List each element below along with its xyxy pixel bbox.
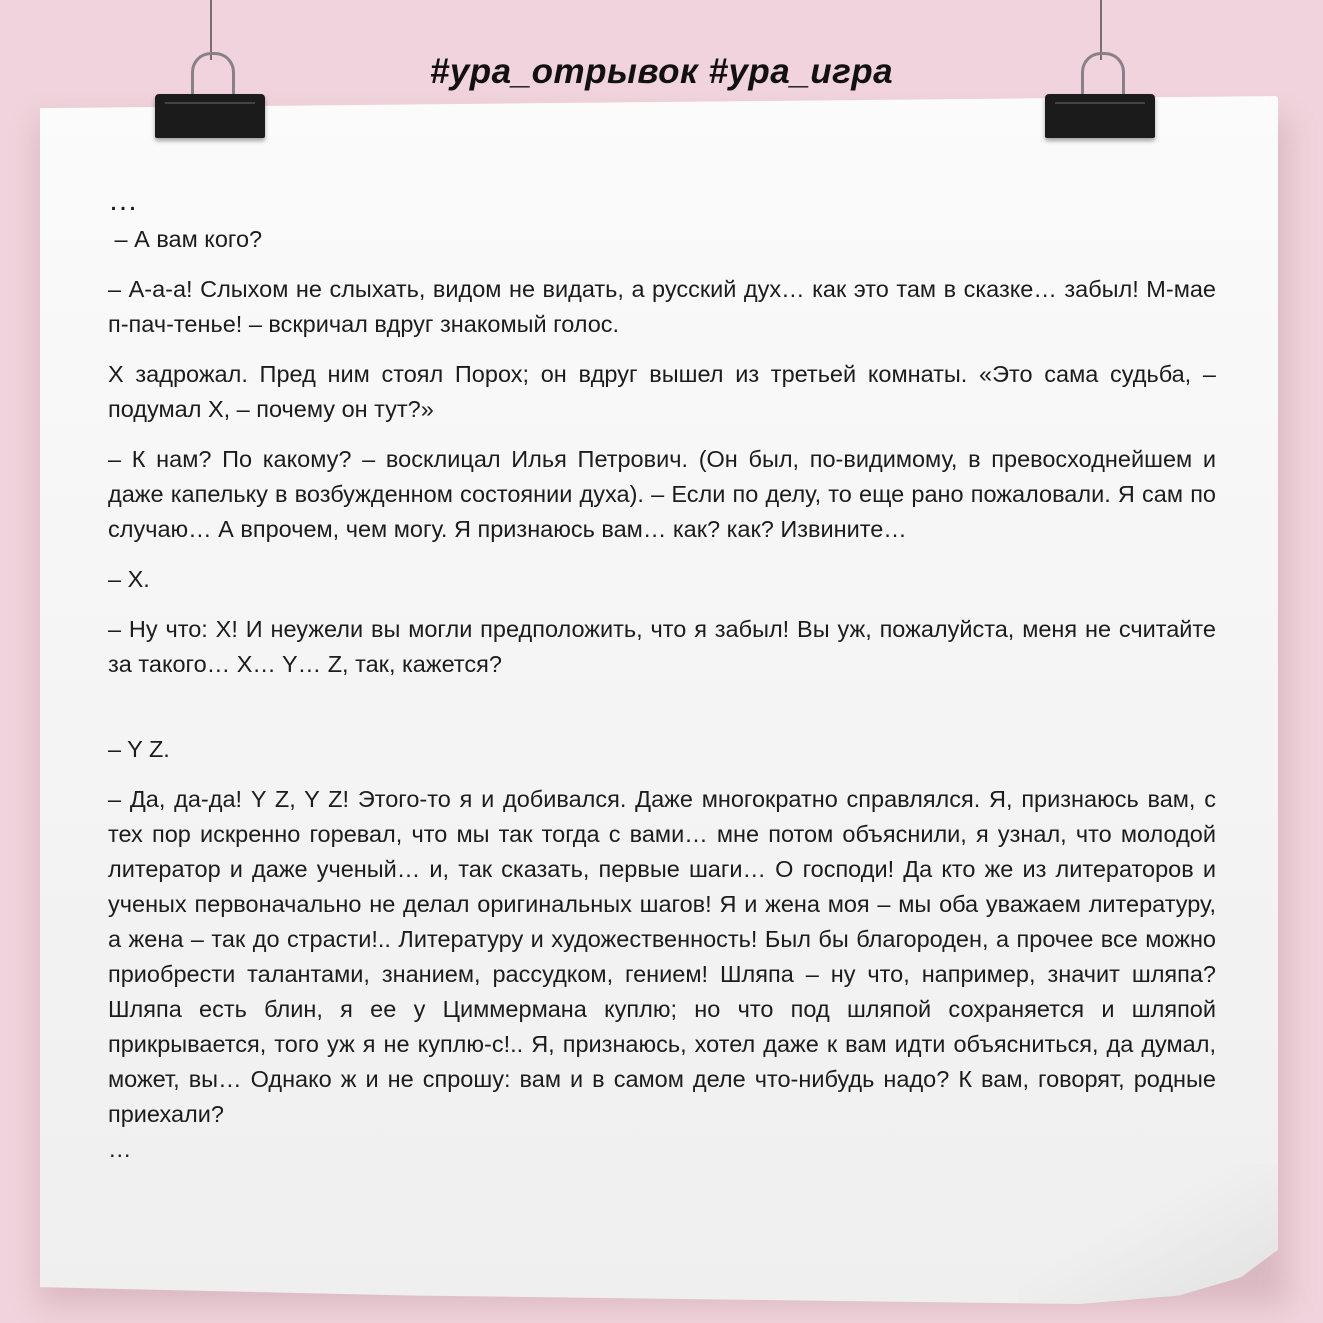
excerpt-text: [108, 186, 1216, 1167]
left-hanging-string: [210, 0, 212, 60]
paragraph: X задрожал. Пред ним стоял Порох; он вдруг вышел из третьей комнаты. «Это сама судьба, – подумал X, – почему он тут?»: [108, 361, 1216, 422]
trailing-ellipsis: …: [108, 1136, 132, 1162]
paragraph: – К нам? По какому? – восклицал Илья Петрович. (Он был, по-видимому, в превосходнейшем и даже капельку в возбужденном состоянии духа). – Если по делу, то еще рано пожаловали. Я сам по случаю… А впрочем, чем могу. Я признаюсь вам… как? как? Извините…: [108, 446, 1216, 542]
right-binder-clip: [1045, 94, 1155, 138]
lead-ellipsis: …: [108, 184, 138, 217]
left-binder-clip: [155, 94, 265, 138]
paragraph: – Y Z.: [108, 736, 170, 762]
paragraph: – Да, да-да! Y Z, Y Z! Этого-то я и добивался. Даже многократно справлялся. Я, признаюсь вам, с тех пор искренно горевал, что мы так тогда с вами… мне потом объяснили, я узнал, что молодой литератор и даже ученый… и, так сказать, первые шаги… О господи! Да кто же из литераторов и ученых первоначально не делал оригинальных шагов! Я и жена моя – мы оба уважаем литературу, а жена – так до страсти!.. Литературу и художественность! Был бы благороден, а прочее все можно приобрести талантами, знанием, рассудком, гением! Шляпа – ну что, например, значит шляпа? Шляпа есть блин, я ее у Циммермана куплю; но что под шляпой сохраняется и шляпой прикрывается, того уж я не куплю-с!.. Я, признаюсь, хотел даже к вам идти объясниться, да думал, может, вы… Однако ж и не спрошу: вам и в самом деле что-нибудь надо? К вам, говорят, родные приехали?: [108, 786, 1216, 1127]
paragraph: – А вам кого?: [108, 226, 263, 252]
paragraph: – А-а-а! Слыхом не слыхать, видом не видать, а русский дух… как это там в сказке… забыл! М-мае п-пач-тенье! – вскричал вдруг знакомый голос.: [108, 276, 1216, 337]
hashtags-title: #ура_отрывок #ура_игра: [429, 52, 894, 91]
paragraph: – Ну что: X! И неужели вы могли предположить, что я забыл! Вы уж, пожалуйста, меня не считайте за такого… X… Y… Z, так, кажется?: [108, 616, 1216, 677]
paragraph: – X.: [108, 566, 150, 592]
right-hanging-string: [1100, 0, 1102, 60]
